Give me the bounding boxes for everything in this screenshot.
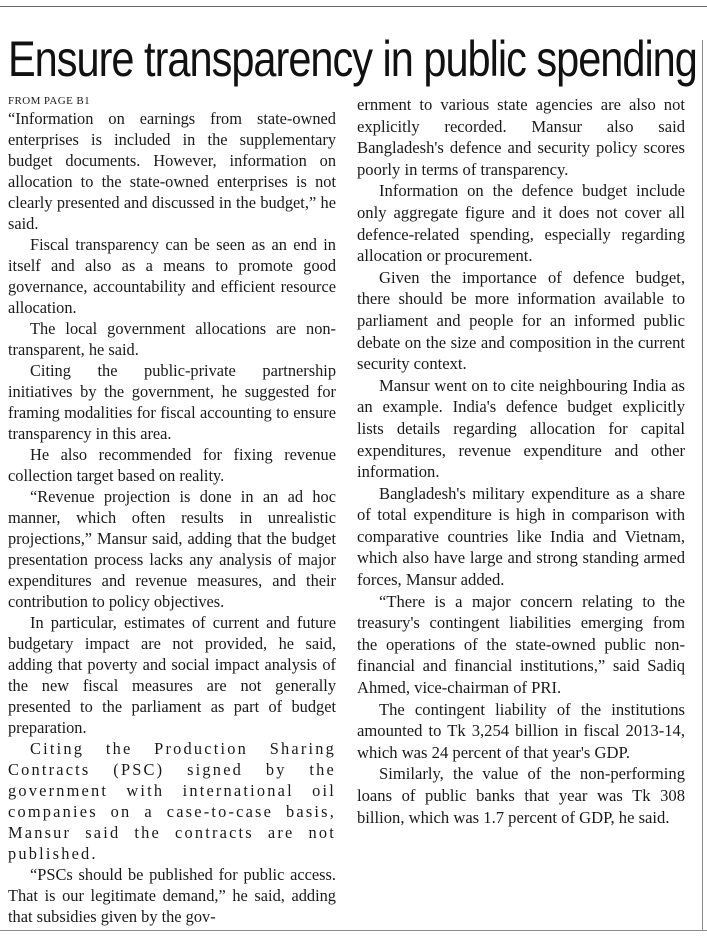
paragraph: Similarly, the value of the non-performing loans of public banks that year was Tk 308 billion, which was 1.7 percent of GDP, he said. bbox=[357, 764, 685, 827]
paragraph: In particular, estimates of current and future budgetary impact are not provided, he said, adding that poverty and social impact analysis of the new fiscal measures are not generally presented to the parliament as part of budget preparation. bbox=[8, 613, 336, 737]
paragraph: Citing the Production Sharing Contracts (PSC) signed by the government with international oil companies on a case-to-case basis, Mansur said the contracts are not published. bbox=[8, 739, 336, 863]
paragraph: ernment to various state agencies are also not explicitly recorded. Mansur also said Bangladesh's defence and security policy scores poorly in terms of transparency. bbox=[357, 95, 685, 179]
right-column bbox=[357, 94, 685, 828]
paragraph: The contingent liability of the institutions amounted to Tk 3,254 billion in fiscal 2013-14, which was 24 percent of that year's GDP. bbox=[357, 699, 685, 762]
paragraph: Mansur went on to cite neighbouring India as an example. India's defence budget explicitly lists details regarding allocation for capital expenditures, revenue expenditure and other information. bbox=[357, 375, 685, 482]
paragraph: Fiscal transparency can be seen as an end in itself and also as a means to promote good governance, accountability and efficient resource allocation. bbox=[8, 235, 336, 317]
paragraph: “PSCs should be published for public access. That is our legitimate demand,” he said, adding that subsidies given by the gov- bbox=[8, 865, 336, 926]
paragraph: “Information on earnings from state-owned enterprises is included in the supplementary budget documents. However, information on allocation to the state-owned enterprises is not clearly presented and discussed in the budget,” he said. bbox=[8, 109, 336, 233]
paragraph: Citing the public-private partnership initiatives by the government, he suggested for framing modalities for fiscal accounting to ensure transparency in this area. bbox=[8, 361, 336, 443]
paragraph: He also recommended for fixing revenue collection target based on reality. bbox=[8, 445, 336, 485]
top-border-rule bbox=[0, 0, 707, 7]
kicker-from-page: FROM PAGE B1 bbox=[8, 95, 91, 107]
bottom-border-rule bbox=[0, 930, 707, 931]
paragraph: “Revenue projection is done in an ad hoc manner, which often results in unrealistic projections,” Mansur said, adding that the budget presentation process lacks any analysis of major expenditures and revenue measures, and their contribution to policy objectives. bbox=[8, 487, 336, 611]
left-column bbox=[8, 94, 336, 927]
paragraph: “There is a major concern relating to the treasury's contingent liabilities emerging from the operations of the state-owned public non-financial and financial institutions,” said Sadiq Ahmed, vice-chairman of PRI. bbox=[357, 591, 685, 698]
paragraph: The local government allocations are non-transparent, he said. bbox=[8, 319, 336, 359]
right-border-rule bbox=[702, 40, 703, 930]
paragraph: Given the importance of defence budget, there should be more information available to parliament and people for an informed public debate on the size and composition in the current security context. bbox=[357, 267, 685, 374]
paragraph: Bangladesh's military expenditure as a share of total expenditure is high in comparison with comparative countries like India and Vietnam, which also have large and strong standing armed forces, Mansur added. bbox=[357, 483, 685, 590]
paragraph: Information on the defence budget include only aggregate figure and it does not cover all defence-related spending, especially regarding allocation or procurement. bbox=[357, 181, 685, 266]
headline: Ensure transparency in public spending bbox=[8, 31, 697, 87]
